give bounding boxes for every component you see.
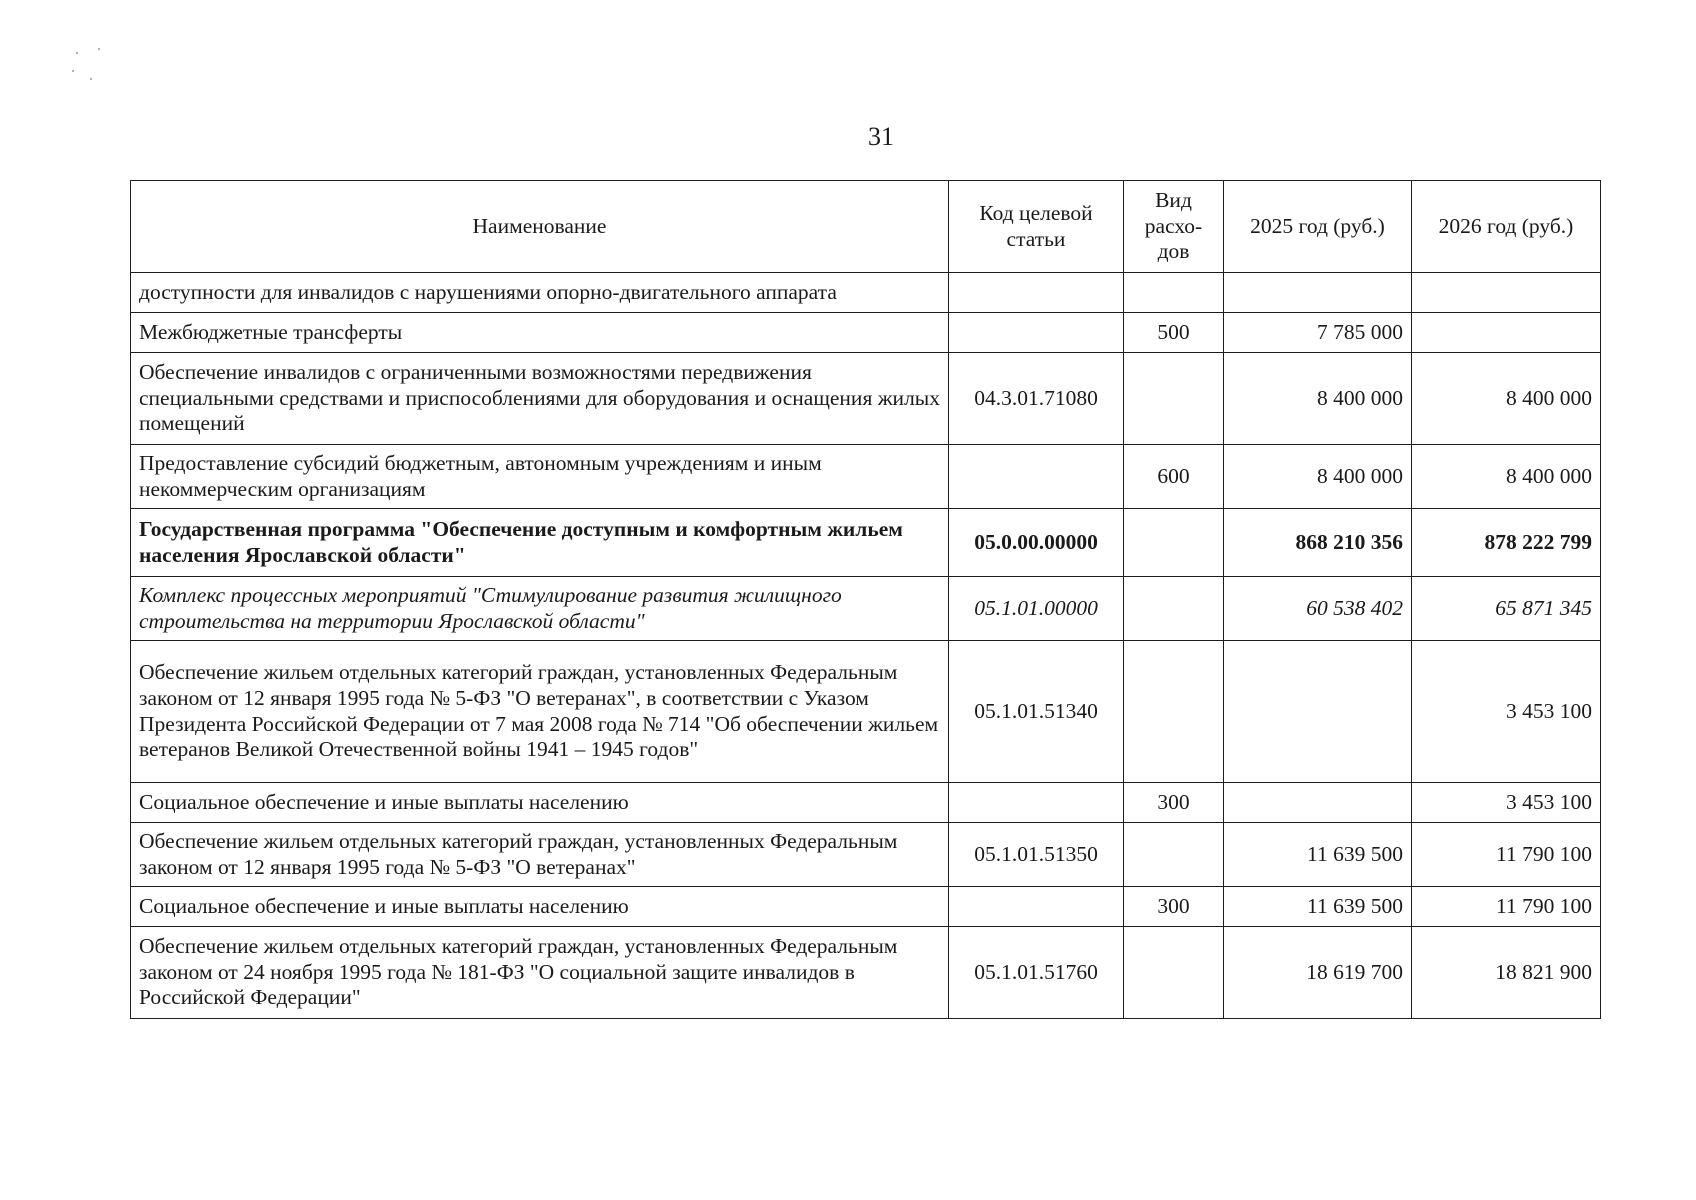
row-name-cell: Обеспечение жильем отдельных категорий граждан, установленных Федеральным законом от 24 ноября 1995 года № 181-ФЗ "О социальной защите инвалидов в Российской Федерации" [131,927,949,1019]
row-amount-2026-cell: 878 222 799 [1412,509,1601,577]
row-code-cell [949,273,1124,313]
row-amount-2025-cell: 8 400 000 [1224,353,1412,445]
row-amount-2026-cell: 11 790 100 [1412,823,1601,887]
header-name: Наименование [131,181,949,273]
row-kind-cell [1124,509,1224,577]
table-header-row [131,181,1601,273]
table-body [131,273,1601,1019]
row-amount-2026-cell [1412,313,1601,353]
row-amount-2026-cell: 3 453 100 [1412,641,1601,783]
table-row [131,509,1601,577]
table-row [131,927,1601,1019]
row-amount-2025-cell: 868 210 356 [1224,509,1412,577]
header-year-2026: 2026 год (руб.) [1412,181,1601,273]
table-row [131,353,1601,445]
table-row [131,783,1601,823]
row-amount-2026-cell [1412,273,1601,313]
row-kind-cell: 600 [1124,445,1224,509]
row-name-cell: Обеспечение жильем отдельных категорий граждан, установленных Федеральным законом от 12 января 1995 года № 5-ФЗ "О ветеранах" [131,823,949,887]
row-amount-2026-cell: 8 400 000 [1412,353,1601,445]
row-name-cell: Обеспечение жильем отдельных категорий граждан, установленных Федеральным законом от 12 января 1995 года № 5-ФЗ "О ветеранах", в соответствии с Указом Президента Российской Федерации от 7 мая 2008 года № 714 "Об обеспечении жильем ветеранов Великой Отечественной войны 1941 – 1945 годов" [131,641,949,783]
header-kind: Вид расхо- дов [1124,181,1224,273]
row-amount-2025-cell: 11 639 500 [1224,887,1412,927]
table-row [131,887,1601,927]
row-name-cell: Социальное обеспечение и иные выплаты населению [131,887,949,927]
row-kind-cell [1124,641,1224,783]
row-amount-2026-cell: 3 453 100 [1412,783,1601,823]
table-row [131,577,1601,641]
budget-table [130,180,1601,1019]
row-amount-2025-cell: 18 619 700 [1224,927,1412,1019]
row-kind-cell [1124,927,1224,1019]
row-amount-2025-cell [1224,641,1412,783]
row-name-cell: Государственная программа "Обеспечение доступным и комфортным жильем населения Ярославской области" [131,509,949,577]
row-amount-2025-cell [1224,273,1412,313]
row-code-cell: 05.1.01.51350 [949,823,1124,887]
row-amount-2025-cell: 7 785 000 [1224,313,1412,353]
row-code-cell: 05.0.00.00000 [949,509,1124,577]
row-code-cell [949,313,1124,353]
row-name-cell: Межбюджетные трансферты [131,313,949,353]
page-number: 31 [868,122,894,151]
row-name-cell: Обеспечение инвалидов с ограниченными возможностями передвижения специальными средствами и приспособлениями для оборудования и оснащения жилых помещений [131,353,949,445]
row-amount-2026-cell: 65 871 345 [1412,577,1601,641]
row-code-cell [949,887,1124,927]
row-name-cell: Социальное обеспечение и иные выплаты населению [131,783,949,823]
row-kind-cell [1124,273,1224,313]
row-kind-cell: 300 [1124,887,1224,927]
table-row [131,273,1601,313]
row-code-cell [949,445,1124,509]
row-amount-2026-cell: 18 821 900 [1412,927,1601,1019]
row-kind-cell [1124,353,1224,445]
table-row [131,641,1601,783]
row-kind-cell: 500 [1124,313,1224,353]
row-amount-2025-cell: 60 538 402 [1224,577,1412,641]
row-code-cell: 05.1.01.51760 [949,927,1124,1019]
row-name-cell: Предоставление субсидий бюджетным, автономным учреждениям и иным некоммерческим организациям [131,445,949,509]
row-name-cell: Комплекс процессных мероприятий "Стимулирование развития жилищного строительства на территории Ярославской области" [131,577,949,641]
header-year-2025: 2025 год (руб.) [1224,181,1412,273]
row-code-cell: 05.1.01.51340 [949,641,1124,783]
row-amount-2025-cell: 8 400 000 [1224,445,1412,509]
table-row [131,823,1601,887]
row-code-cell [949,783,1124,823]
scan-specks [70,48,110,88]
document-page [130,180,1601,1019]
row-kind-cell [1124,577,1224,641]
row-amount-2026-cell: 11 790 100 [1412,887,1601,927]
row-code-cell: 05.1.01.00000 [949,577,1124,641]
table-row [131,313,1601,353]
header-code: Код целевой статьи [949,181,1124,273]
row-kind-cell: 300 [1124,783,1224,823]
row-code-cell: 04.3.01.71080 [949,353,1124,445]
row-name-cell: доступности для инвалидов с нарушениями опорно-двигательного аппарата [131,273,949,313]
row-amount-2026-cell: 8 400 000 [1412,445,1601,509]
row-kind-cell [1124,823,1224,887]
row-amount-2025-cell [1224,783,1412,823]
row-amount-2025-cell: 11 639 500 [1224,823,1412,887]
table-row [131,445,1601,509]
